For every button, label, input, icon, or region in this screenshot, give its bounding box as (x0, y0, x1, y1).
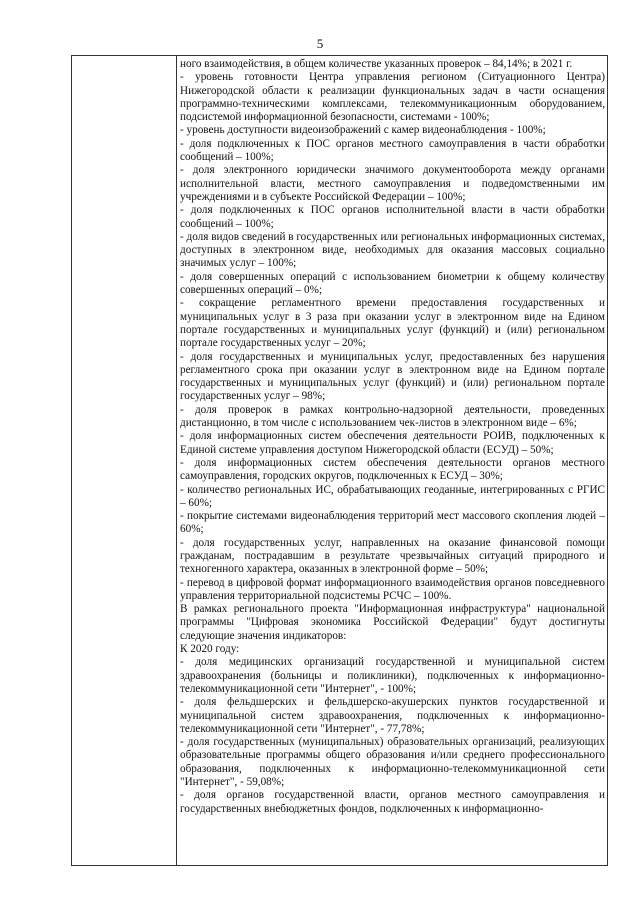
document-table (71, 55, 608, 866)
table-left-column (72, 56, 177, 865)
page-number: 5 (316, 36, 324, 51)
paragraph: - уровень доступности видеоизображений с камер видеонаблюдения - 100%; (180, 124, 546, 137)
paragraph: - количество региональных ИС, обрабатывающих геоданные, интегрированных с РГИС – 60%; (180, 483, 605, 509)
paragraph: - доля государственных услуг, направленных на оказание финансовой помощи гражданам, пострадавшим в результате чрезвычайных ситуаций природного и техногенного характера, оказанных в электронной форме – 50%; (180, 536, 605, 576)
paragraph: - доля видов сведений в государственных или региональных информационных системах, доступных в электронном виде, необходимых для оказания массовых социально значимых услуг – 100%; (180, 230, 605, 270)
paragraph: - сокращение регламентного времени предоставления государственных и муниципальных услуг в 3 раза при оказании услуг в электронном виде на Едином портале государственных и муниципальных услуг (функций) и (или) региональном портале государственных услуг – 20%; (180, 297, 605, 350)
paragraph: - доля информационных систем обеспечения деятельности РОИВ, подключенных к Единой системе управления доступом Нижегородской области (ЕСУД) – 50%; (180, 430, 605, 456)
paragraph: - доля медицинских организаций государственной и муниципальной систем здравоохранения (больницы и поликлиники), подключенных к информационно-телекоммуникационной сети "Интернет", - 100%; (180, 656, 605, 695)
paragraph: В рамках регионального проекта "Информационная инфраструктура" национальной программы "Цифровая экономика Российской Федерации" будут достигнуты следующие значения индикаторов: (180, 603, 605, 642)
paragraph: - доля государственных и муниципальных услуг, предоставленных без нарушения регламентного срока при оказании услуг в электронном виде на Едином портале государственных и муниципальных услуг (функций) и (или) региональном портале государственных услуг – 98%; (180, 350, 605, 403)
paragraph: - доля проверок в рамках контрольно-надзорной деятельности, проведенных дистанционно, в том числе с использованием чек-листов в электронном виде – 6%; (180, 403, 605, 430)
paragraph: - доля подключенных к ПОС органов местного самоуправления в части обработки сообщений – 100%; (180, 137, 605, 164)
paragraph: - доля электронного юридически значимого документооборота между органами исполнительной власти, местного самоуправления и подведомственными им учреждениями и в субъекте Российской Федерации – 100%; (180, 164, 605, 203)
paragraph: ного взаимодействия, в общем количестве указанных проверок – 84,14%; в 2021 г. (180, 58, 573, 70)
paragraph: - доля совершенных операций с использованием биометрии к общему количеству совершенных операций – 0%; (180, 270, 605, 297)
paragraph: - уровень готовности Центра управления регионом (Ситуационного Центра) Нижегородской области к реализации функциональных задач в части оснащения программно-техническими комплексами, телекоммуникационным оборудованием, подсистемой информационной безопасности, системами - 100%; (180, 71, 605, 124)
paragraph: - доля органов государственной власти, органов местного самоуправления и государственных внебюджетных фондов, подключенных к информационно- (180, 789, 605, 815)
table-text-column (177, 56, 607, 865)
paragraph: - перевод в цифровой формат информационного взаимодействия органов повседневного управления территориальной подсистемы РСЧС – 100%. (180, 576, 605, 602)
paragraph: - доля государственных (муниципальных) образовательных организаций, реализующих образовательные программы общего образования и/или среднего профессионального образования, подключенных к информационно-телекоммуникационной сети "Интернет", - 59,08%; (180, 736, 605, 789)
paragraph: К 2020 году: (180, 643, 240, 656)
paragraph: - покрытие системами видеонаблюдения территорий мест массового скопления людей – 60%; (180, 510, 605, 536)
paragraph: - доля подключенных к ПОС органов исполнительной власти в части обработки сообщений – 100%; (180, 204, 605, 230)
paragraph: - доля фельдшерских и фельдшерско-акушерских пунктов государственной и муниципальной систем здравоохранения, подключенных к информационно-телекоммуникационной сети "Интернет", - 77,78%; (180, 696, 605, 735)
paragraph: - доля информационных систем обеспечения деятельности органов местного самоуправления, городских округов, подключенных к ЕСУД – 30%; (180, 456, 605, 483)
